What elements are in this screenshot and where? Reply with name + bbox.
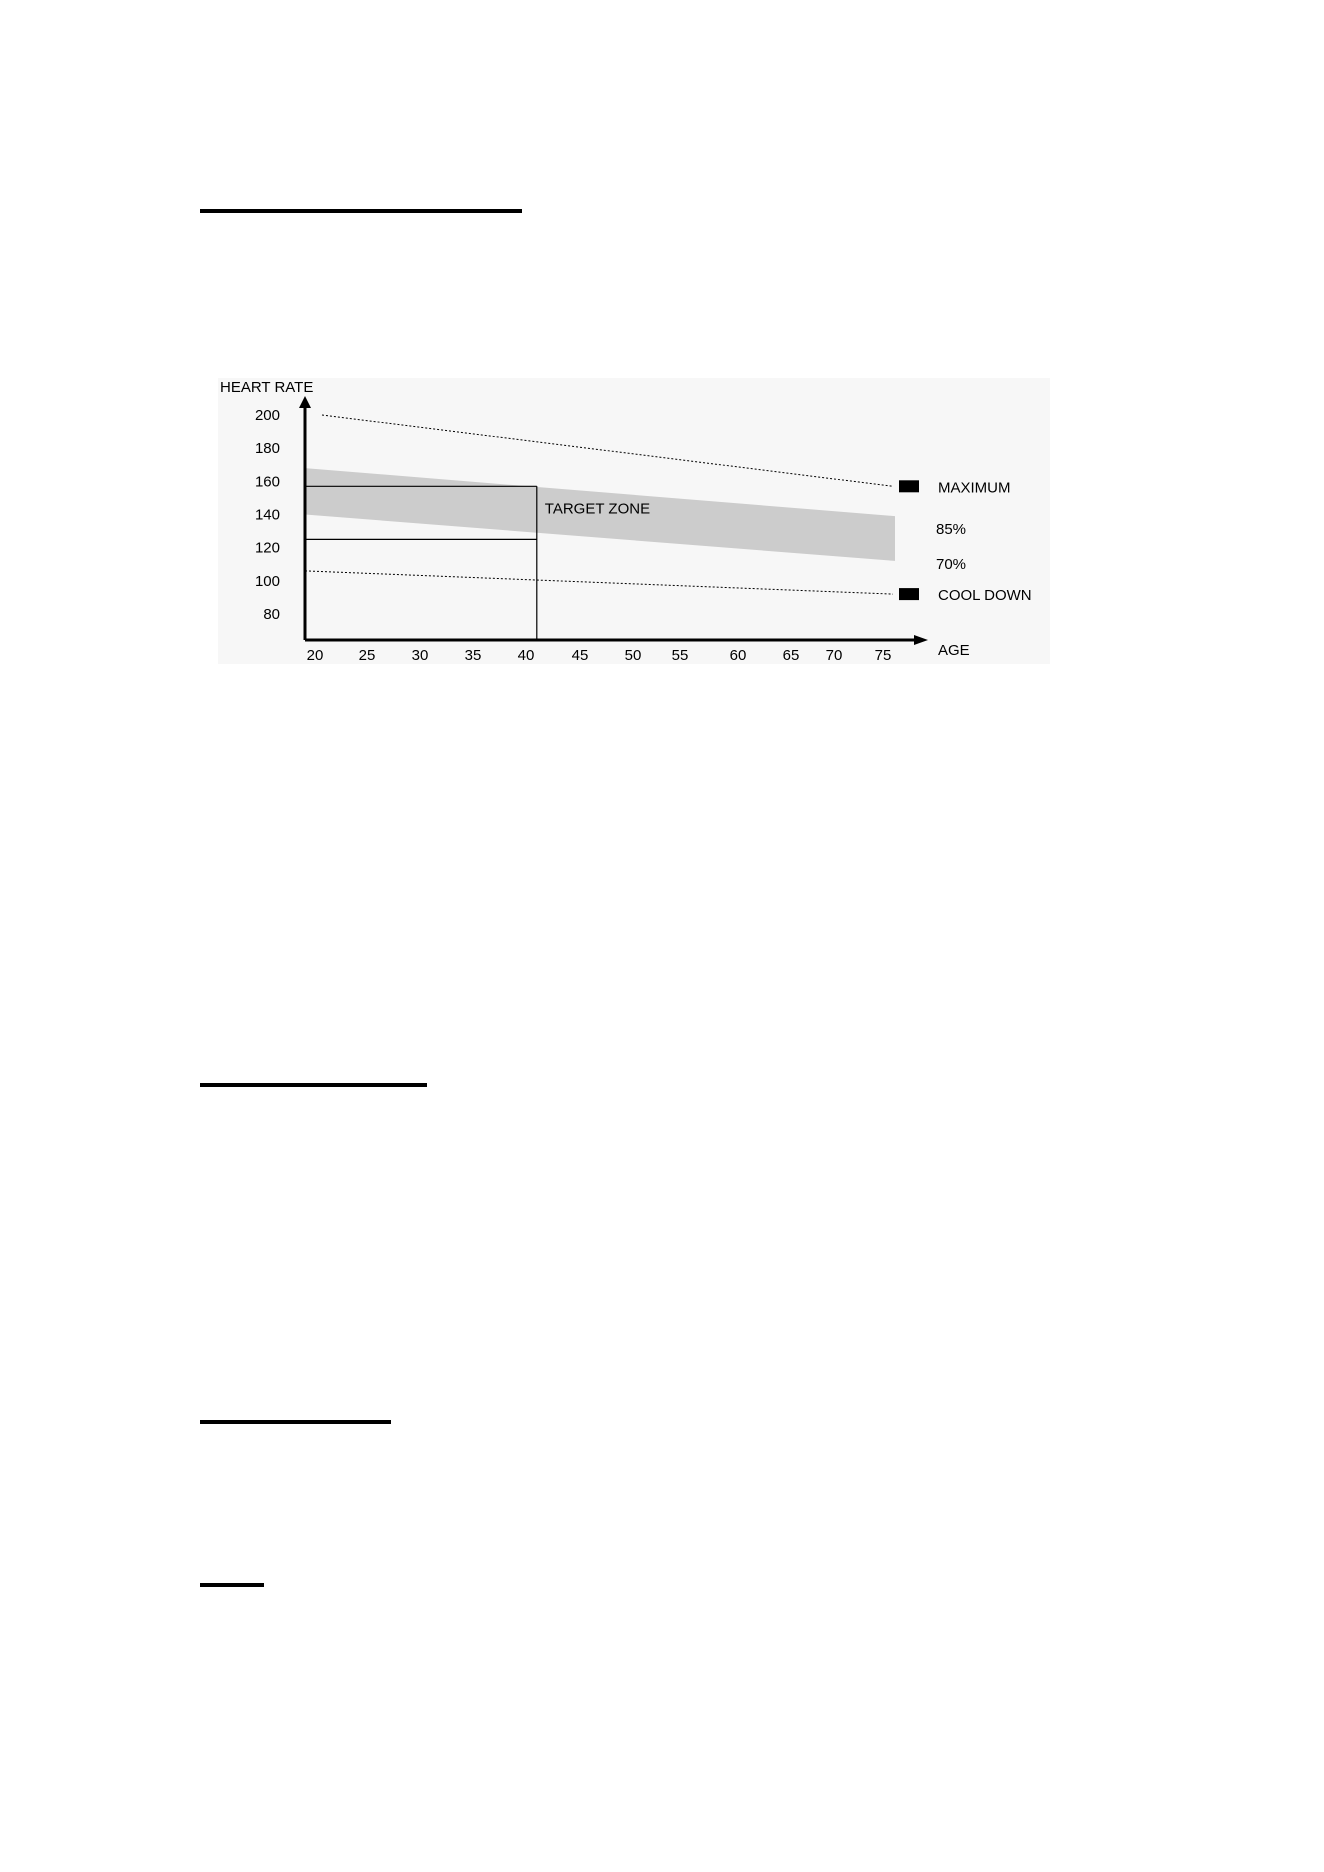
band-lower-label: 70% <box>936 556 967 573</box>
x-tick-label: 25 <box>358 647 376 664</box>
target-zone-label: TARGET ZONE <box>544 500 651 518</box>
y-axis-title: HEART RATE <box>220 379 314 396</box>
x-tick-label: 20 <box>306 647 324 664</box>
y-tick-label: 180 <box>254 440 280 458</box>
legend-label-cool-down: COOL DOWN <box>938 587 1032 605</box>
band-upper-label: 85% <box>936 521 967 538</box>
x-tick-label: 35 <box>464 647 482 664</box>
y-tick-label: 80 <box>263 606 280 623</box>
x-tick-label: 60 <box>729 647 747 664</box>
x-tick-label: 50 <box>624 647 642 664</box>
x-tick-label: 30 <box>411 647 429 664</box>
y-tick-label: 200 <box>254 407 280 424</box>
x-tick-label: 70 <box>825 647 843 664</box>
legend-marker-maximum <box>899 480 919 492</box>
x-tick-label: 65 <box>782 647 800 664</box>
legend-label-maximum: MAXIMUM <box>938 479 1011 497</box>
y-tick-label: 100 <box>254 572 280 590</box>
y-tick-label: 160 <box>254 473 280 491</box>
x-tick-label: 40 <box>517 647 535 664</box>
x-axis-title: AGE <box>938 642 970 659</box>
y-tick-label: 120 <box>254 539 280 557</box>
y-tick-label: 140 <box>254 506 280 524</box>
x-tick-label: 45 <box>571 647 589 664</box>
x-tick-label: 55 <box>671 647 689 664</box>
x-tick-label: 75 <box>874 647 892 664</box>
legend-marker-cool-down <box>899 588 919 600</box>
